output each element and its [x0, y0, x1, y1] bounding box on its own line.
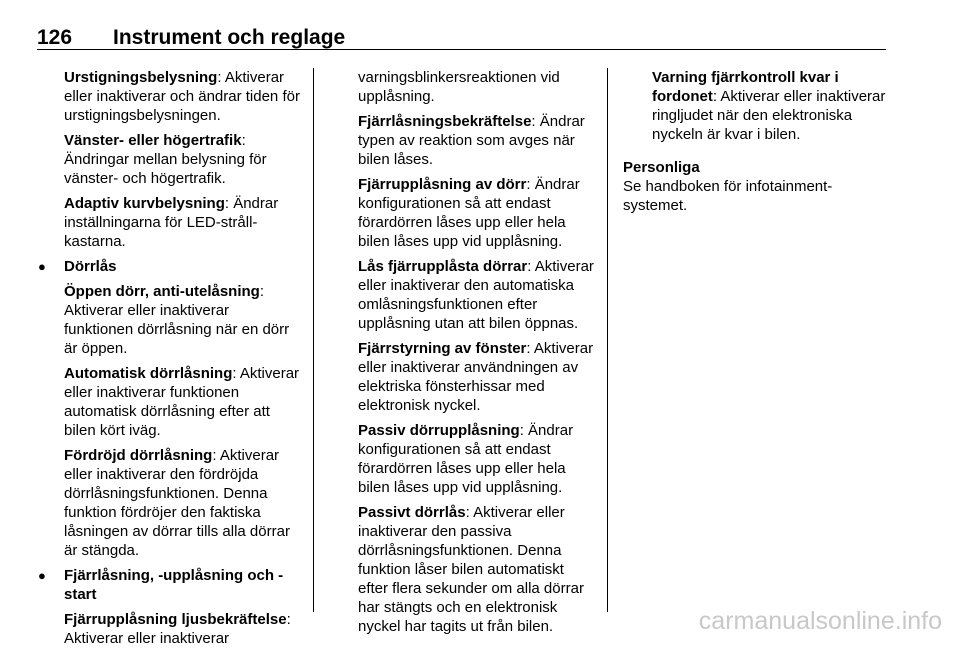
setting-term: Fjärrupplåsning av dörr	[358, 176, 527, 193]
setting-term: Fjärrstyrning av fönster	[358, 340, 527, 357]
setting-description: : Ändrar inställningarna för LED-stråll-kastarna.	[64, 195, 279, 250]
column-3	[623, 68, 890, 215]
bullet-label: Fjärrlåsning, -upplåsning och -start	[64, 567, 284, 603]
column-2	[358, 68, 596, 642]
bullet-icon: ●	[38, 259, 46, 274]
setting-description: : Aktiverar eller inaktiverar den fördröjda dörrlåsningsfunktionen. Denna funktion fördröjer den faktiska låsningen av dörrar tills alla dörrar är stängda.	[64, 447, 290, 559]
section-title: Personliga	[623, 159, 700, 176]
setting-item	[64, 282, 302, 358]
setting-item	[358, 112, 596, 169]
watermark: carmanualsonline.info	[698, 607, 942, 635]
setting-term: Öppen dörr, anti-utelåsning	[64, 283, 260, 300]
setting-term: Passiv dörrupplåsning	[358, 422, 520, 439]
setting-description: : Aktiverar eller inaktiverar	[64, 611, 291, 647]
setting-description: : Ändrar konfigurationen så att endast förardörren låses upp eller hela bilen låses upp vid upplåsning.	[358, 422, 574, 496]
setting-description: : Ändrar typen av reaktion som avges när bilen låses.	[358, 113, 585, 168]
setting-item	[358, 503, 596, 636]
setting-term: Fjärrlåsningsbekräftelse	[358, 113, 532, 130]
column-1	[38, 68, 302, 654]
setting-item	[358, 68, 596, 106]
setting-description: : Aktiverar eller inaktiverar den passiva dörrlåsningsfunktionen. Denna funktion låser bilen automatiskt efter flera sekunder om alla dörrar har stängts och en elektronisk nyckel har tagits ut från bilen.	[358, 504, 584, 635]
page-number: 126	[37, 26, 73, 49]
setting-term: Automatisk dörrlåsning	[64, 365, 233, 382]
section-personliga	[623, 158, 890, 215]
setting-term: Vänster- eller högertrafik	[64, 132, 242, 149]
bullet-heading	[38, 257, 302, 276]
setting-item	[358, 175, 596, 251]
page-title: Instrument och reglage	[113, 26, 346, 49]
setting-item	[358, 421, 596, 497]
setting-description: : Ändringar mellan belysning för vänster- och högertrafik.	[64, 132, 267, 187]
setting-item	[64, 610, 302, 648]
bullet-label: Dörrlås	[64, 258, 117, 275]
setting-item	[64, 364, 302, 440]
setting-description: : Aktiverar eller inaktiverar den automatiska omlåsningsfunktionen efter upplåsning utan att bilen öppnas.	[358, 258, 594, 332]
setting-item	[652, 68, 890, 144]
setting-term: Passivt dörrlås	[358, 504, 466, 521]
setting-item	[64, 194, 302, 251]
setting-description: : Aktiverar eller inaktiverar funktionen automatisk dörrlåsning efter att bilen kört iväg.	[64, 365, 300, 439]
column-divider	[313, 68, 314, 612]
bullet-icon: ●	[38, 568, 46, 583]
setting-term: Varning fjärrkontroll kvar i fordonet	[652, 69, 839, 105]
setting-description: : Aktiverar eller inaktiverar användningen av elektriska fönsterhissar med elektronisk nyckel.	[358, 340, 594, 414]
page-header	[37, 27, 886, 50]
setting-item	[64, 446, 302, 560]
setting-item	[358, 257, 596, 333]
setting-term: Fördröjd dörrlåsning	[64, 447, 213, 464]
setting-item	[64, 131, 302, 188]
setting-item	[358, 339, 596, 415]
setting-description: : Aktiverar eller inaktiverar och ändrar tiden för urstigningsbelysningen.	[64, 69, 300, 124]
setting-term: Fjärrupplåsning ljusbekräftelse	[64, 611, 287, 628]
setting-term: Lås fjärrupplåsta dörrar	[358, 258, 528, 275]
column-divider	[607, 68, 608, 612]
setting-description: : Aktiverar eller inaktiverar funktionen dörrlåsning när en dörr är öppen.	[64, 283, 290, 357]
setting-term: Urstigningsbelysning	[64, 69, 218, 86]
setting-description: : Ändrar konfigurationen så att endast förardörren låses upp eller hela bilen låses upp vid upplåsning.	[358, 176, 580, 250]
section-text: Se handboken för infotainment-systemet.	[623, 178, 833, 214]
setting-item	[64, 68, 302, 125]
bullet-heading	[38, 566, 302, 604]
setting-term: Adaptiv kurvbelysning	[64, 195, 225, 212]
setting-description: varningsblinkersreaktionen vid upplåsning.	[358, 69, 560, 105]
setting-description: : Aktiverar eller inaktiverar ringljudet när den elektroniska nyckeln är kvar i bilen.	[652, 88, 886, 143]
